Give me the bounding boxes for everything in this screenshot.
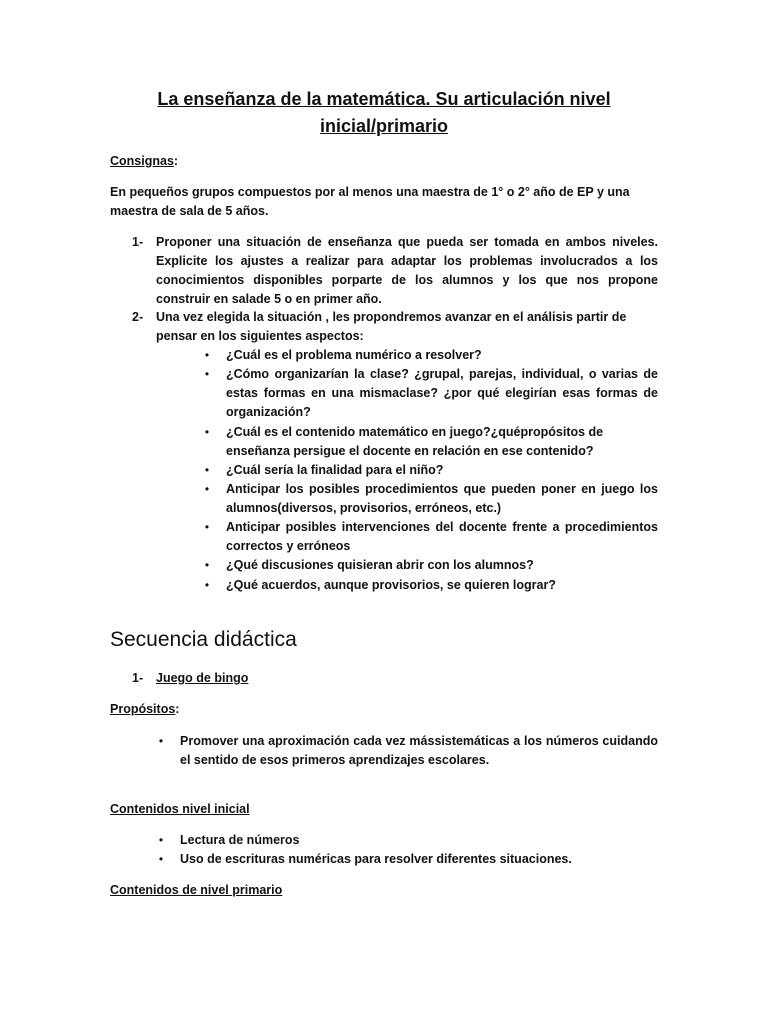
aspect-item-1: ¿Cuál es el problema numérico a resolver? [226, 348, 482, 362]
bullet-icon: • [204, 558, 210, 572]
propositos-heading [110, 700, 179, 719]
bullet-icon: • [204, 482, 210, 496]
contenidos-primario-heading: Contenidos de nivel primario [110, 883, 283, 897]
step-1-number: 1- [132, 235, 144, 249]
step-1-text: Proponer una situación de enseñanza que pueda ser tomada en ambos niveles. Explicite los ajustes a realizar para adaptar los problemas involucrados a los conocimientos disponibles porparte de los alumnos y los que nos propone construir en salade 5 o en primer año. [156, 235, 658, 306]
aspect-item-3: ¿Cuál es el contenido matemático en juego?¿quépropósitos de enseñanza persigue el docente en relación en ese contenido? [226, 425, 604, 458]
bullet-icon: • [158, 852, 164, 866]
proposito-item-1: Promover una aproximación cada vez mássistemáticas a los números cuidando el sentido de esos primeros aprendizajes escolares. [180, 734, 658, 767]
aspect-item-6: Anticipar posibles intervenciones del docente frente a procedimientos correctos y erróneos [226, 520, 658, 553]
step-2-text: Una vez elegida la situación , les propondremos avanzar en el análisis partir de pensar en los siguientes aspectos: [156, 310, 627, 343]
bullet-icon: • [158, 734, 164, 748]
bullet-icon: • [204, 367, 210, 381]
secuencia-heading: Secuencia didáctica [110, 628, 297, 651]
aspect-item-4: ¿Cuál sería la finalidad para el niño? [226, 463, 444, 477]
bullet-icon: • [158, 833, 164, 847]
bullet-icon: • [204, 520, 210, 534]
propositos-colon: : [175, 702, 180, 716]
contenidos-inicial-heading: Contenidos nivel inicial [110, 802, 250, 816]
propositos-label: Propósitos [110, 702, 176, 716]
consignas-heading [110, 152, 178, 171]
aspect-item-5: Anticipar los posibles procedimientos que pueden poner en juego los alumnos(diversos, provisorios, erróneos, etc.) [226, 482, 658, 515]
consignas-intro: En pequeños grupos compuestos por al menos una maestra de 1° o 2° año de EP y una maestra de sala de 5 años. [110, 185, 630, 218]
bullet-icon: • [204, 463, 210, 477]
aspect-item-2: ¿Cómo organizarían la clase? ¿grupal, parejas, individual, o varias de estas formas en una mismaclase? ¿por qué elegirían esas formas de organización? [226, 367, 658, 419]
step-2-number: 2- [132, 310, 144, 324]
contenido-inicial-item-2: Uso de escrituras numéricas para resolver diferentes situaciones. [180, 852, 572, 866]
title-line-1: La enseñanza de la matemática. Su articulación nivel [157, 89, 611, 109]
secuencia-item-number: 1- [132, 671, 144, 685]
aspect-item-7: ¿Qué discusiones quisieran abrir con los alumnos? [226, 558, 534, 572]
bullet-icon: • [204, 348, 210, 362]
consignas-colon: : [173, 154, 179, 168]
secuencia-item-label: Juego de bingo [156, 671, 249, 685]
consignas-label: Consignas [110, 154, 174, 168]
title-line-2: inicial/primario [319, 116, 449, 136]
document-title [110, 86, 658, 140]
contenido-inicial-item-1: Lectura de números [180, 833, 300, 847]
bullet-icon: • [204, 578, 210, 592]
bullet-icon: • [204, 425, 210, 439]
aspect-item-8: ¿Qué acuerdos, aunque provisorios, se quieren lograr? [226, 578, 556, 592]
